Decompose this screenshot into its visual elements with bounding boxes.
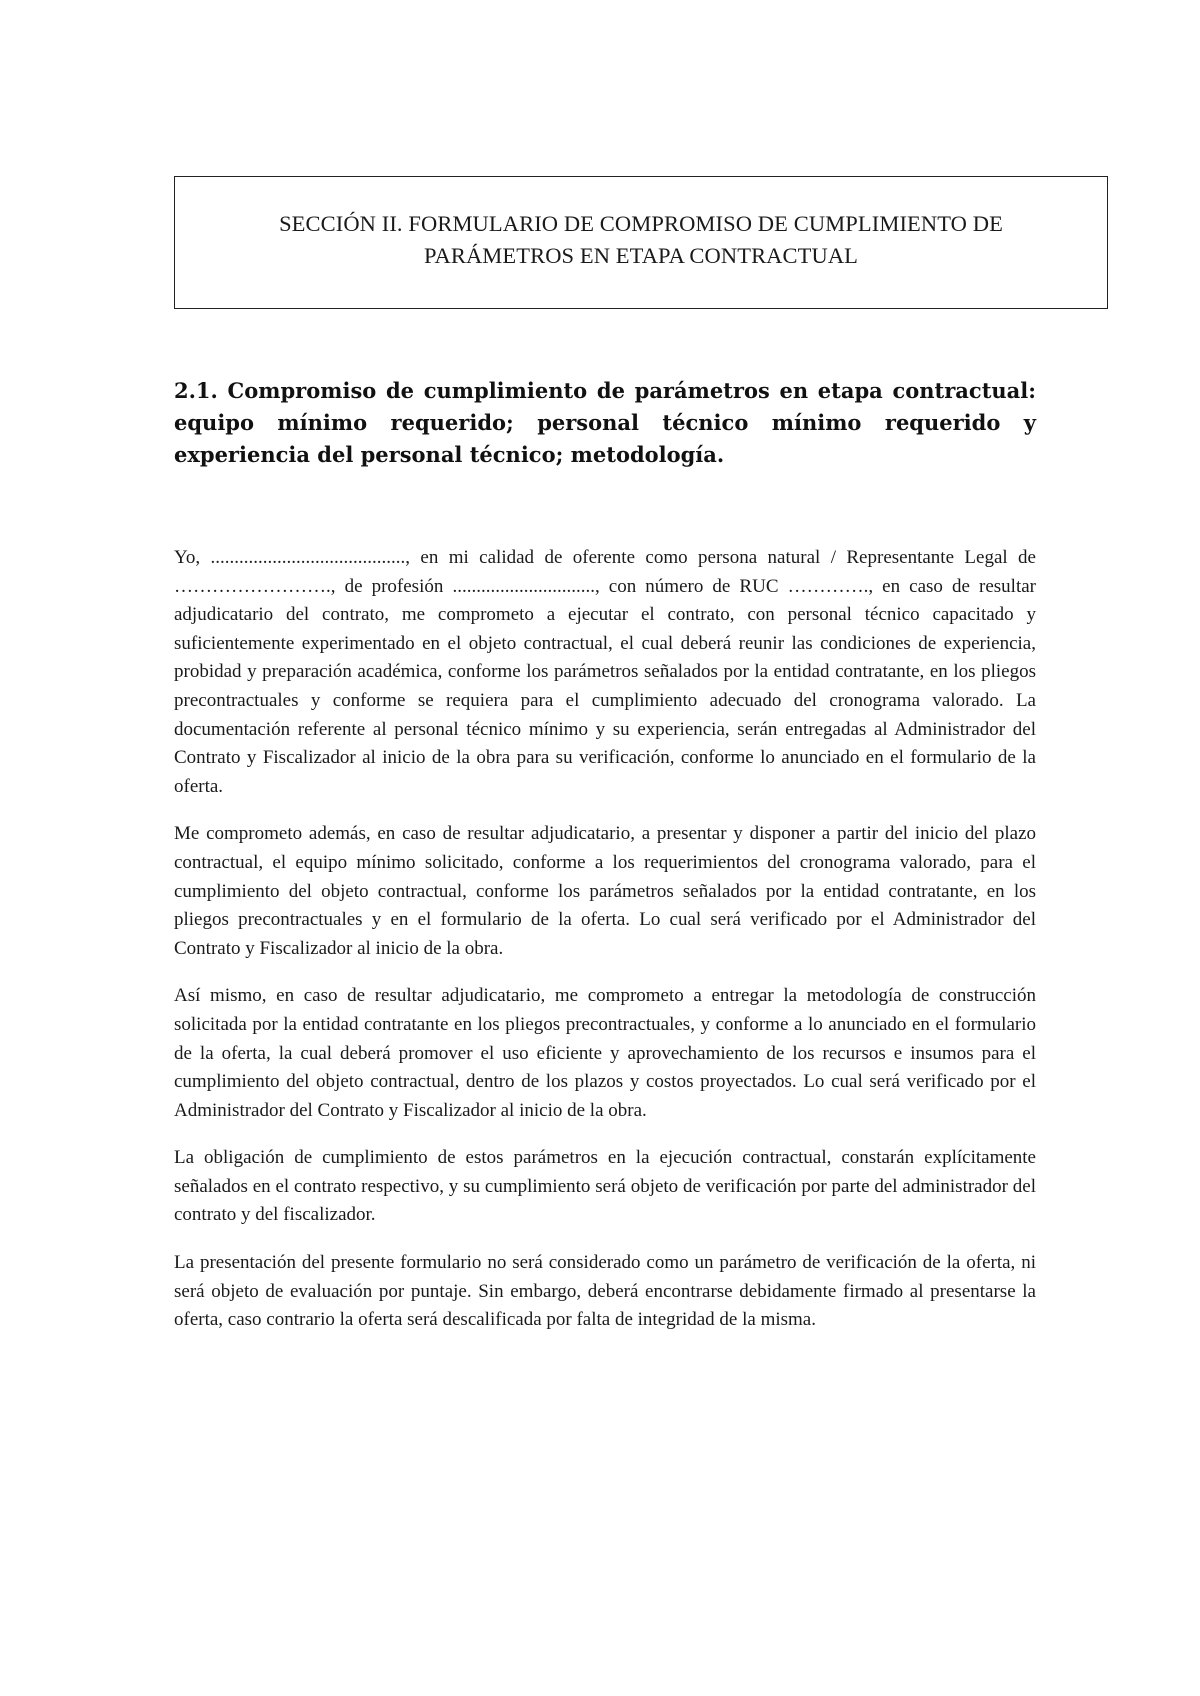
paragraph-presentation: La presentación del presente formulario no será considerado como un parámetro de verificación de la oferta, ni será objeto de evaluación por puntaje. Sin embargo, deberá encontrarse debidamente firmado al presentarse la oferta, caso contrario la oferta será descalificada por falta de integridad de la misma. <box>174 1252 1036 1331</box>
section-title-line-1: SECCIÓN II. FORMULARIO DE COMPROMISO DE CUMPLIMIENTO DE <box>279 211 1003 236</box>
subsection-heading: 2.1. Compromiso de cumplimiento de parámetros en etapa contractual: equipo mínimo requerido; personal técnico mínimo requerido y experiencia del personal técnico; metodología. <box>174 378 1036 467</box>
paragraph-equipment: Me comprometo además, en caso de resultar adjudicatario, a presentar y disponer a partir del inicio del plazo contractual, el equipo mínimo solicitado, conforme a los requerimientos del cronograma valorado, para el cumplimiento del objeto contractual, conforme los parámetros señalados por la entidad contratante, en los pliegos precontractuales y en el formulario de la oferta. Lo cual será verificado por el Administrador del Contrato y Fiscalizador al inicio de la obra. <box>174 823 1036 959</box>
document-body <box>174 544 1036 1354</box>
paragraph-obligation: La obligación de cumplimiento de estos parámetros en la ejecución contractual, constarán explícitamente señalados en el contrato respectivo, y su cumplimiento será objeto de verificación por parte del administrador del contrato y del fiscalizador. <box>174 1147 1036 1226</box>
paragraph-declaration: Yo, ........................................., en mi calidad de oferente como persona natural / Representante Legal de ……………………., de profesión .............................., con número de RUC …………., en caso de resultar adjudicatario del contrato, me comprometo a ejecutar el contrato, con personal técnico capacitado y suficientemente experimentado en el objeto contractual, el cual deberá reunir las condiciones de experiencia, probidad y preparación académica, conforme los parámetros señalados por la entidad contratante, en los pliegos precontractuales y conforme se requiera para el cumplimiento adecuado del cronograma valorado. La documentación referente al personal técnico mínimo y su experiencia, serán entregadas al Administrador del Contrato y Fiscalizador al inicio de la obra para su verificación, conforme lo anunciado en el formulario de la oferta. <box>174 547 1036 797</box>
paragraph-methodology: Así mismo, en caso de resultar adjudicatario, me comprometo a entregar la metodología de construcción solicitada por la entidad contratante en los pliegos precontractuales, y conforme a lo anunciado en el formulario de la oferta, la cual deberá promover el uso eficiente y aprovechamiento de los recursos e insumos para el cumplimiento del objeto contractual, dentro de los plazos y costos proyectados. Lo cual será verificado por el Administrador del Contrato y Fiscalizador al inicio de la obra. <box>174 985 1036 1121</box>
section-title-box <box>174 176 1108 309</box>
section-title <box>175 208 1107 272</box>
section-title-line-2: PARÁMETROS EN ETAPA CONTRACTUAL <box>423 243 859 268</box>
